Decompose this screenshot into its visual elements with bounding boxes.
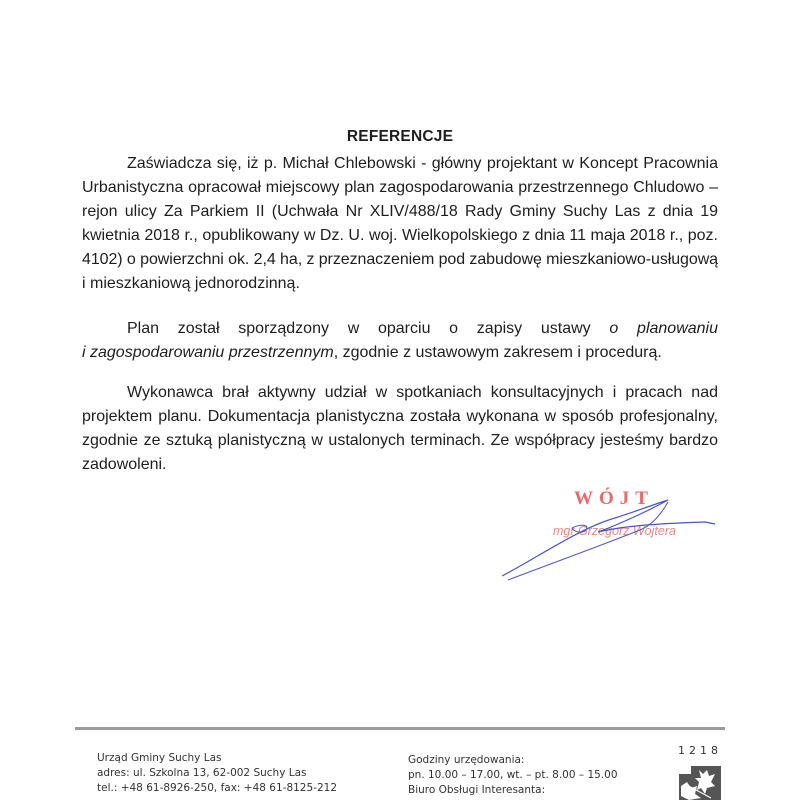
paragraph-2-italic-2: i zagospodarowaniu przestrzennym bbox=[82, 344, 334, 361]
document-title: REFERENCJE bbox=[346, 128, 454, 145]
signature-stroke bbox=[502, 500, 715, 576]
stamp-title: WÓJT bbox=[574, 488, 654, 509]
paragraph-3-line-2: projektem planu. Dokumentacja planistyczna została wykonana w sposób profesjonalny, bbox=[82, 408, 718, 425]
stamp-name: mgr Grzegorz Wojtera bbox=[553, 524, 676, 538]
footer-office bbox=[97, 751, 337, 796]
paragraph-2-italic-1: o planowaniu bbox=[609, 320, 718, 337]
signature bbox=[490, 480, 730, 590]
paragraph-1-line-3: rejon ulicy Za Parkiem II (Uchwała Nr XLIV/488/18 Rady Gminy Suchy Las z dnia 19 bbox=[82, 203, 718, 220]
office-phone: tel.: +48 61-8926-250, fax: +48 61-8125-212 bbox=[97, 782, 337, 794]
service-office-label: Biuro Obsługi Interesanta: bbox=[408, 784, 546, 796]
footer-hours bbox=[408, 753, 618, 798]
paragraph-1-line-5: 4102) o powierzchni ok. 2,4 ha, z przeznaczeniem pod zabudowę mieszkaniowo-usługową bbox=[82, 251, 719, 268]
signature-loop bbox=[572, 525, 587, 532]
hours-schedule: pn. 10.00 – 17.00, wt. – pt. 8.00 – 15.00 bbox=[408, 769, 618, 781]
paragraph-3-line-4: zadowoleni. bbox=[82, 456, 167, 473]
paragraph-2-line-2 bbox=[82, 341, 718, 365]
hours-label: Godziny urzędowania: bbox=[408, 754, 525, 766]
paragraph-1-line-6: i mieszkaniową jednorodzinną. bbox=[82, 275, 300, 292]
footer-divider bbox=[75, 727, 725, 730]
paragraph-1-line-1: Zaświadcza się, iż p. Michał Chlebowski - główny projektant w Koncept Pracownia bbox=[127, 155, 718, 172]
logo-year: 1218 bbox=[678, 744, 722, 757]
office-name: Urząd Gminy Suchy Las bbox=[97, 752, 222, 764]
paragraph-1-line-4: kwietnia 2018 r., opublikowany w Dz. U. woj. Wielkopolskiego z dnia 11 maja 2018 r., poz. bbox=[82, 227, 718, 244]
paragraph-3-line-1: Wykonawca brał aktywny udział w spotkaniach konsultacyjnych i pracach nad bbox=[127, 384, 718, 401]
oak-leaf-emblem-icon bbox=[677, 760, 723, 800]
office-address: adres: ul. Szkolna 13, 62-002 Suchy Las bbox=[97, 767, 307, 779]
paragraph-2-text: Plan został sporządzony w oparciu o zapisy ustawy bbox=[127, 320, 591, 337]
paragraph-2-suffix: , zgodnie z ustawowym zakresem i procedurą. bbox=[333, 344, 662, 361]
signature-stroke-2 bbox=[508, 502, 668, 580]
paragraph-3-line-3: zgodnie ze sztuką planistyczną w ustalonych terminach. Ze współpracy jesteśmy bardzo bbox=[82, 432, 718, 449]
paragraph-1-line-2: Urbanistyczna opracował miejscowy plan zagospodarowania przestrzennego Chludowo – bbox=[82, 179, 718, 196]
paragraph-2-line-1 bbox=[82, 317, 718, 341]
